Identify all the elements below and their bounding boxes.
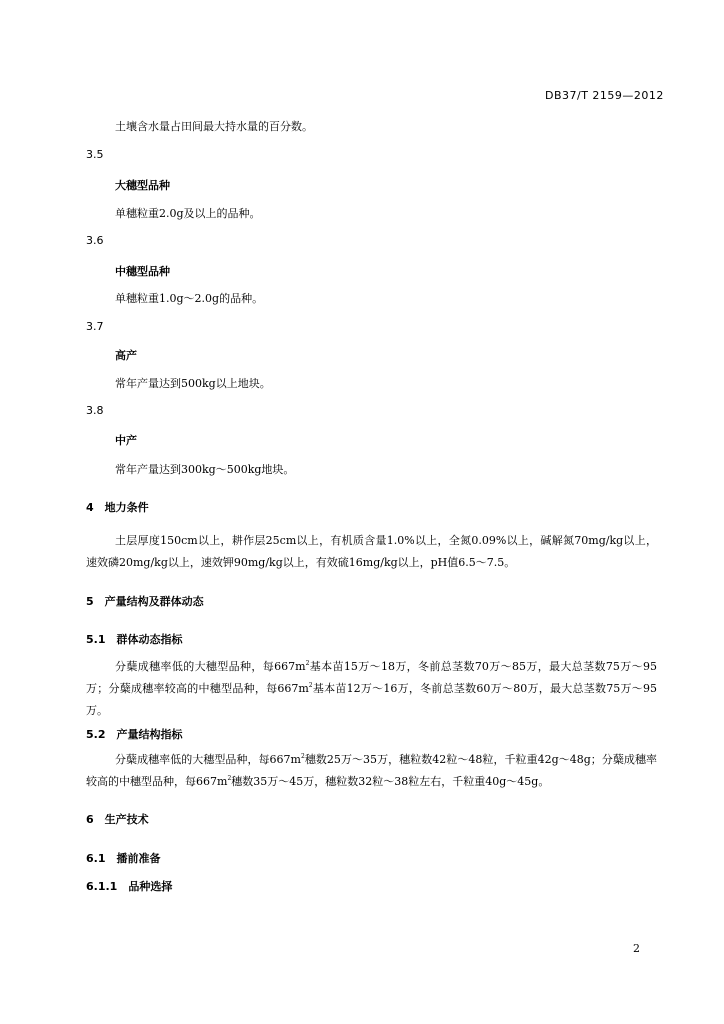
term-name: 中穗型品种 — [115, 265, 170, 278]
section-paragraph: 分蘖成穗率低的大穗型品种，每$667m^2$基本苗15万～18万，冬前总茎数70万～85万，最大总茎数75万～95万；分蘖成穗率较高的中穗型品种，每$667m^2$基本苗12万～16万，冬前总茎数60万～80万，最大总茎数75万～95万。 — [86, 660, 657, 717]
term-definition: 单穗粒重2.0g及以上的品种。 — [115, 207, 261, 220]
term-definition: 常年产量达到300kg～500kg地块。 — [115, 463, 295, 476]
section-paragraph: 土层厚度150cm以上，耕作层25cm以上，有机质含量1.0%以上，全氮0.09%以上，碱解氮70mg/kg以上，速效磷20mg/kg以上，速效钾90mg/kg以上，有效硫16mg/kg以上，pH值6.5～7.5。 — [86, 534, 657, 569]
subsection-heading: 5.1 群体动态指标 — [86, 633, 183, 646]
section-heading: 5 产量结构及群体动态 — [86, 595, 204, 608]
standard-code: DB37/T 2159—2012 — [545, 89, 664, 102]
term-name: 高产 — [115, 349, 137, 362]
term-number: 3.6 — [86, 234, 104, 247]
superscript: 2 — [227, 775, 232, 782]
subsection-heading: 6.1.1 品种选择 — [86, 880, 173, 893]
term-number: 3.5 — [86, 148, 104, 161]
term-name: 中产 — [115, 434, 137, 447]
section-heading: 4 地力条件 — [86, 501, 149, 514]
subsection-heading: 6.1 播前准备 — [86, 852, 161, 865]
continued-definition: 土壤含水量占田间最大持水量的百分数。 — [115, 120, 313, 133]
term-number: 3.7 — [86, 320, 104, 333]
section-paragraph: 分蘖成穗率低的大穗型品种，每$667m^2$穗数25万～35万，穗粒数42粒～48粒，千粒重42g～48g；分蘖成穗率较高的中穗型品种，每$667m^2$穗数35万～45万，穗粒数32粒～38粒左右，千粒重40g～45g。 — [86, 753, 657, 788]
term-definition: 单穗粒重1.0g～2.0g的品种。 — [115, 292, 264, 305]
term-definition: 常年产量达到500kg以上地块。 — [115, 377, 271, 390]
term-name: 大穗型品种 — [115, 179, 170, 192]
superscript: 2 — [308, 682, 313, 689]
superscript: 2 — [300, 753, 305, 760]
page-number: 2 — [633, 942, 640, 955]
section-heading: 6 生产技术 — [86, 813, 149, 826]
superscript: 2 — [305, 660, 310, 667]
term-number: 3.8 — [86, 404, 104, 417]
subsection-heading: 5.2 产量结构指标 — [86, 728, 183, 741]
